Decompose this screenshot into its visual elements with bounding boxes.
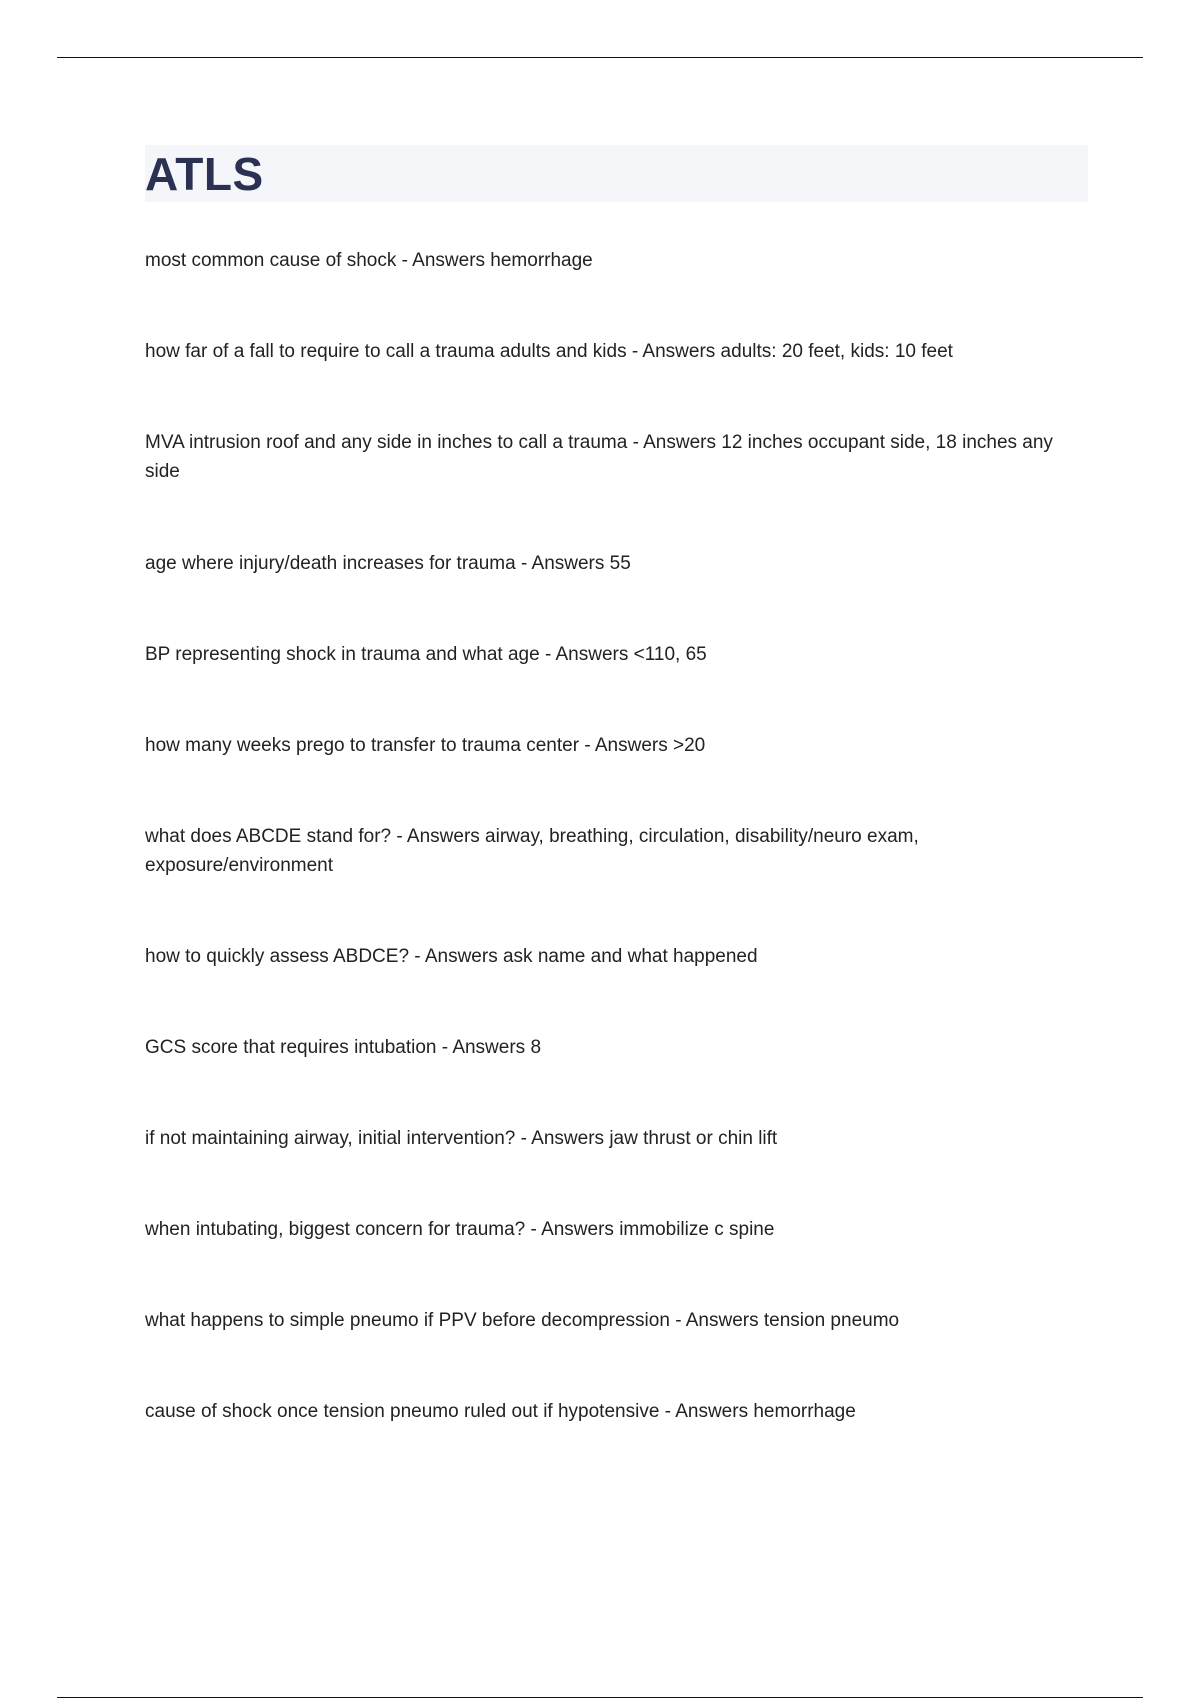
qa-item: what does ABCDE stand for? - Answers airway, breathing, circulation, disability/neuro exam, exposure/environment <box>145 826 919 876</box>
header-divider <box>57 57 1143 58</box>
qa-item: if not maintaining airway, initial intervention? - Answers jaw thrust or chin lift <box>145 1128 778 1149</box>
qa-item: cause of shock once tension pneumo ruled out if hypotensive - Answers hemorrhage <box>145 1401 856 1422</box>
qa-item: what happens to simple pneumo if PPV before decompression - Answers tension pneumo <box>145 1310 900 1331</box>
qa-item: MVA intrusion roof and any side in inches to call a trauma - Answers 12 inches occupant side, 18 inches any side <box>145 432 1053 482</box>
qa-list <box>145 246 1075 1488</box>
qa-item: BP representing shock in trauma and what age - Answers <110, 65 <box>145 644 707 665</box>
qa-item: age where injury/death increases for trauma - Answers 55 <box>145 553 631 574</box>
qa-item: how far of a fall to require to call a trauma adults and kids - Answers adults: 20 feet, kids: 10 feet <box>145 341 953 362</box>
qa-item: GCS score that requires intubation - Answers 8 <box>145 1037 542 1058</box>
qa-item: how many weeks prego to transfer to trauma center - Answers >20 <box>145 735 706 756</box>
qa-item: how to quickly assess ABDCE? - Answers ask name and what happened <box>145 946 758 967</box>
title-banner <box>145 145 1088 202</box>
footer-divider <box>57 1697 1143 1698</box>
qa-item: most common cause of shock - Answers hemorrhage <box>145 250 593 271</box>
qa-item: when intubating, biggest concern for trauma? - Answers immobilize c spine <box>145 1219 775 1240</box>
document-title: ATLS <box>145 148 264 200</box>
